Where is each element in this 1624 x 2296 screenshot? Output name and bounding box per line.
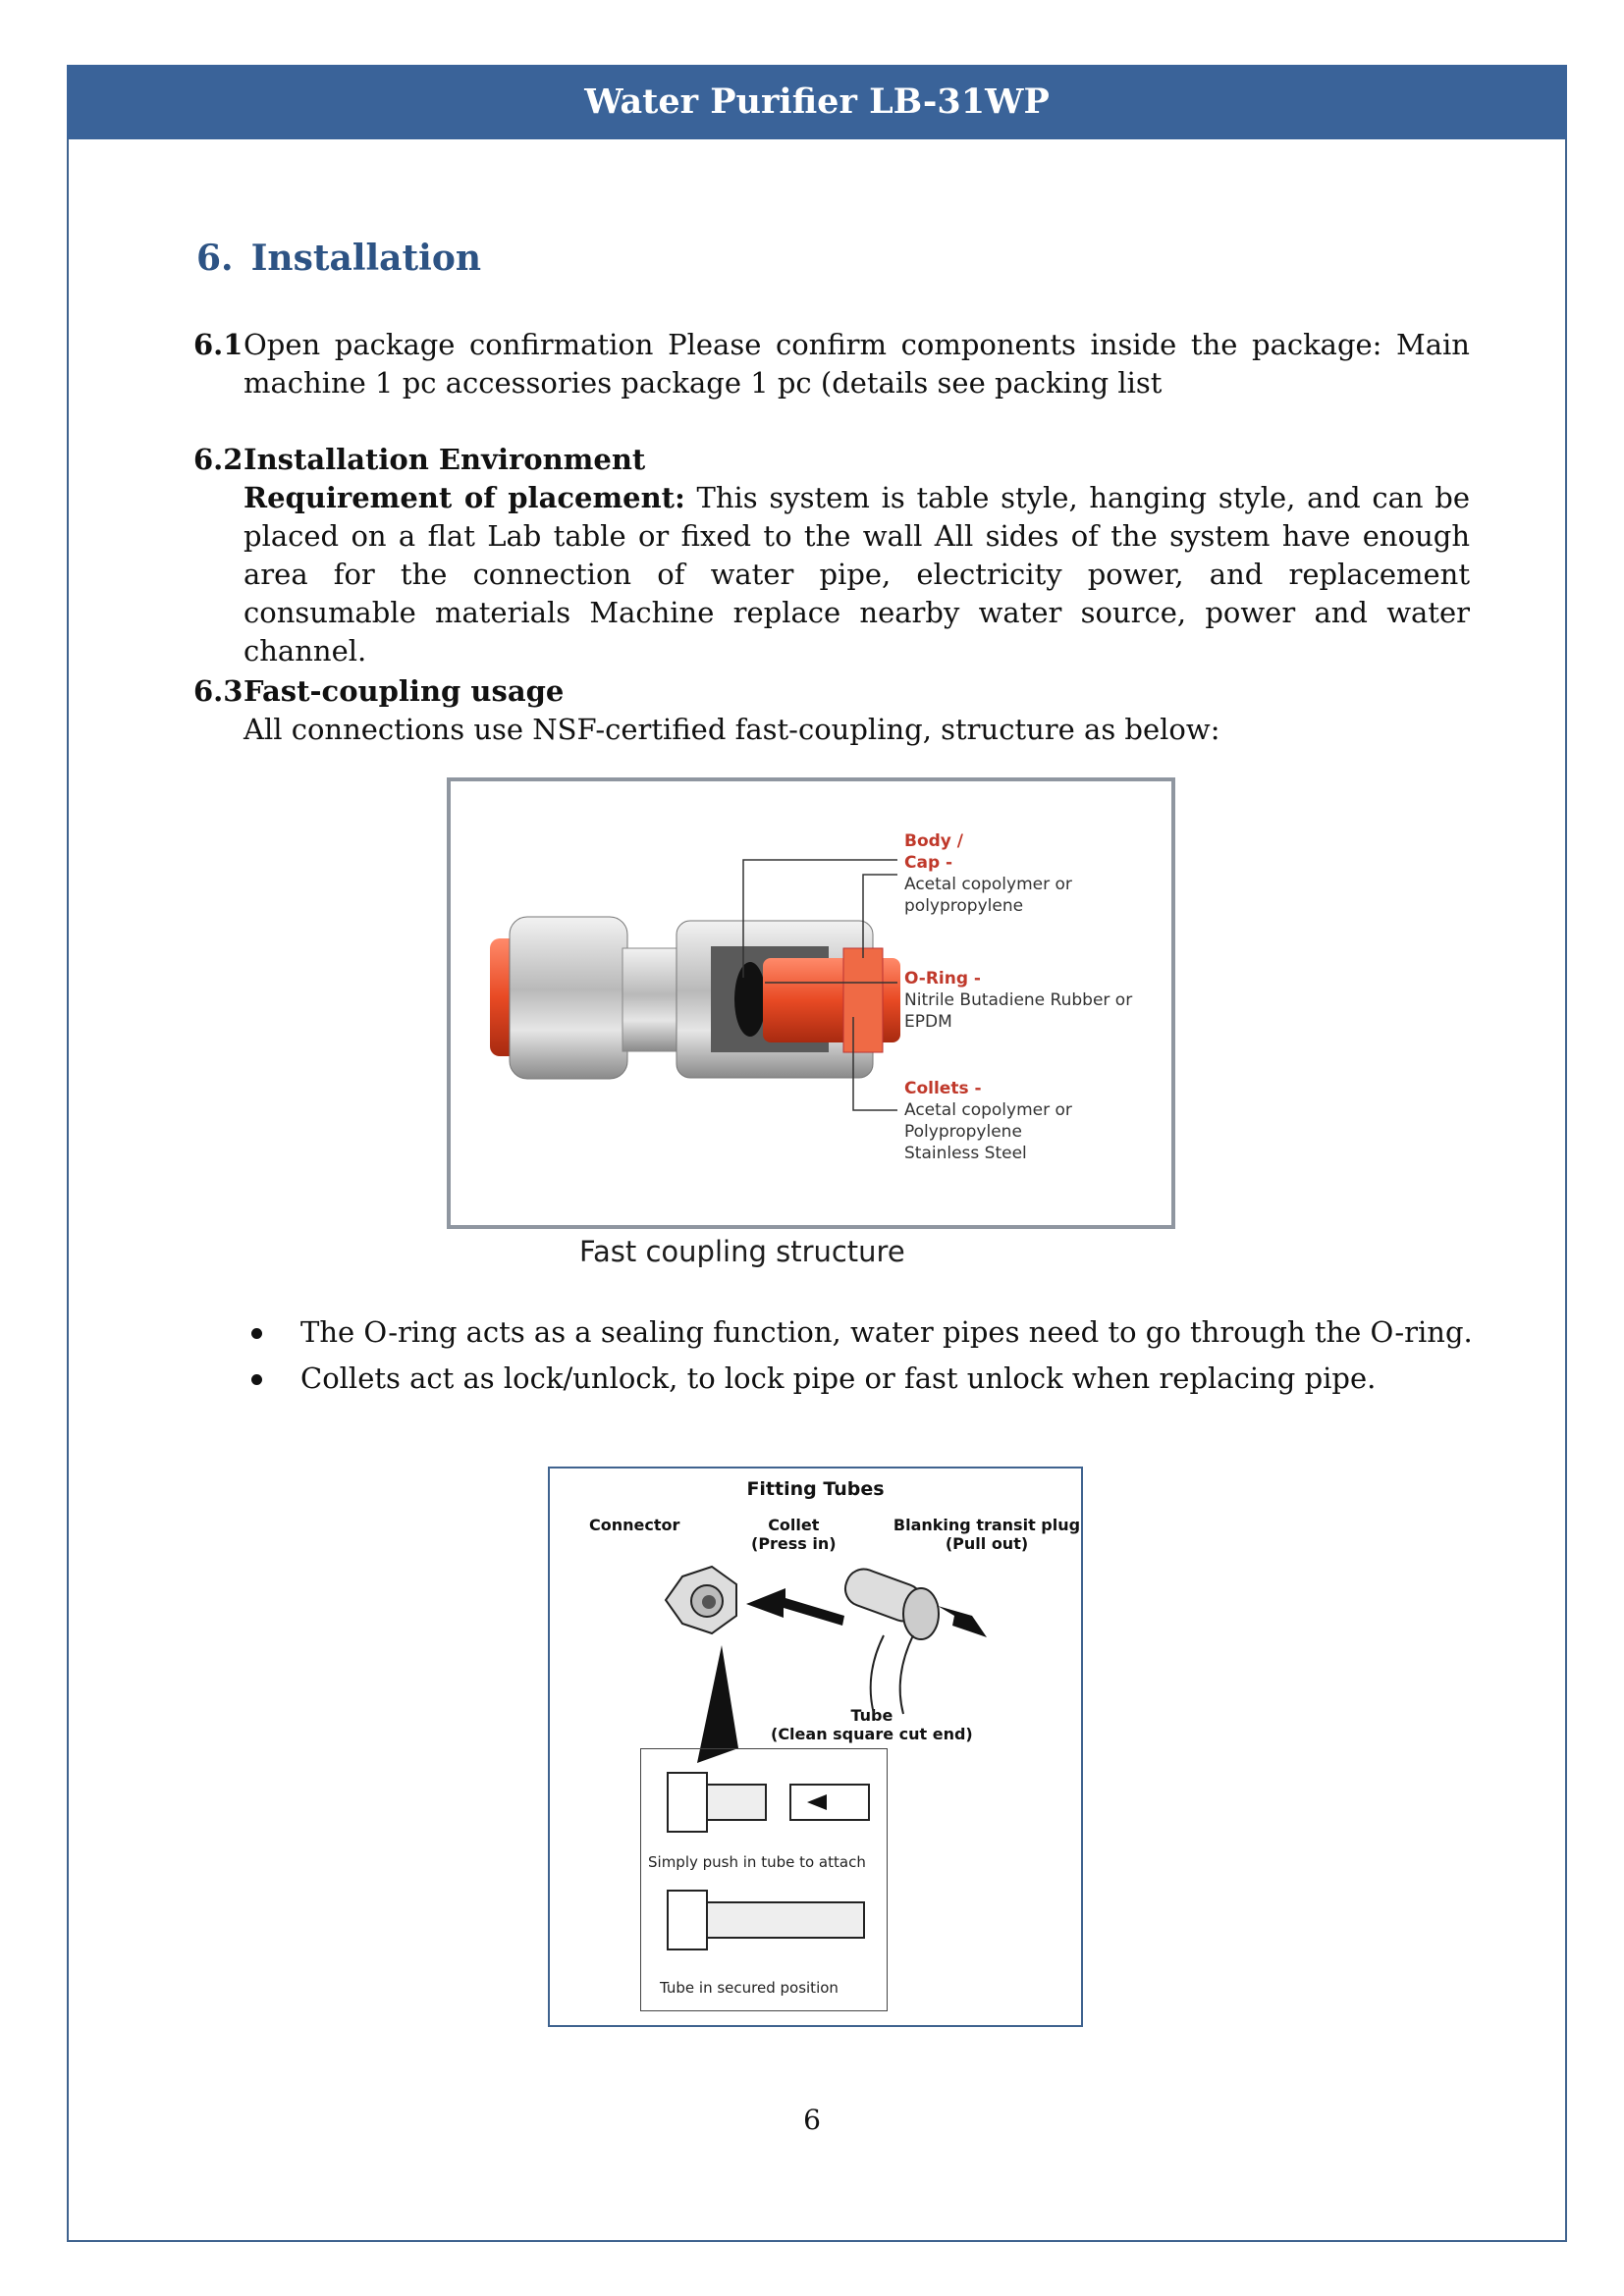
bullet-list bbox=[251, 1309, 1473, 1402]
subsection-label: 6.2 bbox=[193, 443, 244, 476]
subsection-paragraph bbox=[244, 479, 1470, 670]
figure-title: Fitting Tubes bbox=[746, 1478, 885, 1500]
bullet-icon bbox=[251, 1328, 262, 1339]
subsection-text: All connections use NSF-certified fast-coupling, structure as below: bbox=[244, 713, 1220, 746]
subsection-label: 6.1 bbox=[193, 328, 244, 361]
fast-coupling-figure bbox=[447, 777, 1175, 1229]
list-item: Collets act as lock/unlock, to lock pipe or fast unlock when replacing pipe. bbox=[251, 1356, 1473, 1402]
plug-label: Blanking transit plug (Pull out) bbox=[893, 1516, 1081, 1553]
bullet-icon bbox=[251, 1374, 262, 1385]
tube-label: Tube (Clean square cut end) bbox=[771, 1706, 973, 1743]
inset-diagram bbox=[640, 1748, 888, 2011]
fitting-tubes-figure bbox=[548, 1467, 1083, 2027]
connector-label: Connector bbox=[589, 1516, 680, 1534]
subsection-heading: Installation Environment bbox=[244, 443, 646, 476]
section-number: 6. bbox=[196, 238, 234, 279]
subsection-6-3 bbox=[193, 672, 1470, 749]
page-number: 6 bbox=[803, 2104, 821, 2136]
section-title bbox=[196, 238, 481, 279]
subsection-6-1 bbox=[193, 326, 1470, 402]
bold-lead: Requirement of placement: bbox=[244, 481, 685, 514]
subsection-text: Open package confirmation Please confirm components inside the package: Main machine 1 pc accessories package 1 pc (details see packing list bbox=[244, 328, 1470, 400]
subsection-heading: Fast-coupling usage bbox=[244, 674, 565, 708]
collet-label: Collet (Press in) bbox=[751, 1516, 837, 1553]
o-ring-callout: O-Ring - Nitrile Butadiene Rubber or EPDM bbox=[904, 969, 1133, 1032]
subsection-6-2 bbox=[193, 441, 1470, 670]
inset-caption-attach: Simply push in tube to attach bbox=[648, 1853, 866, 1871]
collets-callout: Collets - Acetal copolymer or Polypropylene Stainless Steel bbox=[904, 1079, 1072, 1163]
section-title-text: Installation bbox=[250, 238, 481, 279]
header-title: Water Purifier LB-31WP bbox=[67, 65, 1567, 139]
body-cap-callout: Body / Cap - Acetal copolymer or polypropylene bbox=[904, 831, 1072, 916]
list-item: The O-ring acts as a sealing function, water pipes need to go through the O-ring. bbox=[251, 1309, 1473, 1356]
figure-caption: Fast coupling structure bbox=[579, 1235, 905, 1268]
subsection-text: This system is table style, hanging style, and can be placed on a flat Lab table or fixed to the wall All sides of the system have enough area for the connection of water pipe, electricity power, and replacement consumable materials Machine replace nearby water source, power and water channel. bbox=[244, 481, 1470, 667]
subsection-label: 6.3 bbox=[193, 674, 244, 708]
inset-caption-secured: Tube in secured position bbox=[660, 1979, 839, 1997]
